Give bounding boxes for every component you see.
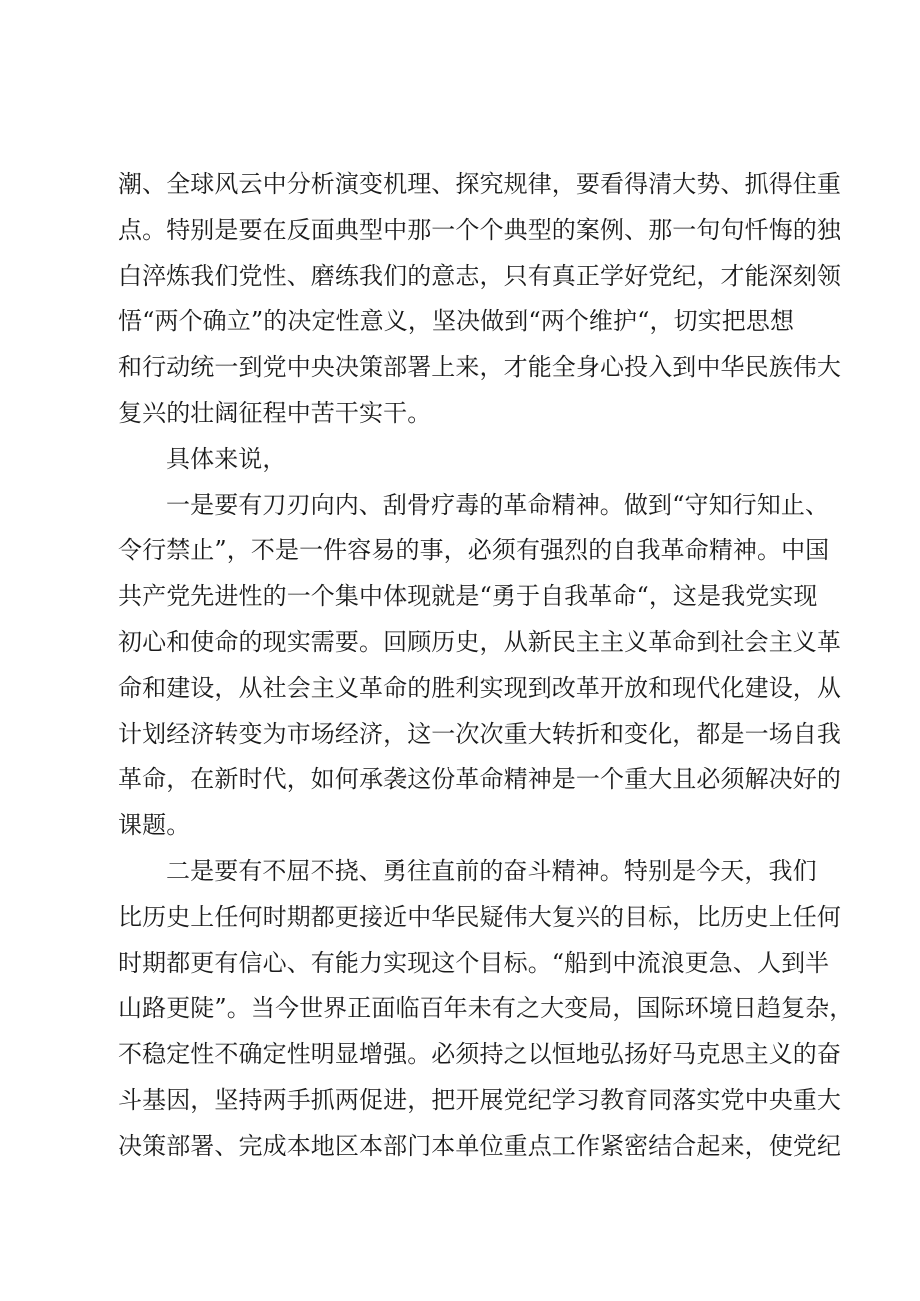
text-line: 二是要有不屈不挠、勇往直前的奋斗精神。特别是今天，我们 <box>166 856 817 885</box>
text-line: 计划经济转变为市场经济，这一次次重大转折和变化，都是一场自我 <box>118 719 841 748</box>
text-line: 初心和使命的现实需要。回顾历史，从新民主主义革命到社会主义革 <box>118 627 841 656</box>
text-line: 令行禁止”，不是一件容易的事，必须有强烈的自我革命精神。中国 <box>118 536 830 565</box>
text-line: 具体来说， <box>166 444 287 473</box>
paragraph-3 <box>118 483 841 849</box>
text-line: 潮、全球风云中分析演变机理、探究规律，要看得清大势、抓得住重 <box>118 170 841 198</box>
text-line: 复兴的壮阔征程中苦干实干。 <box>118 398 432 427</box>
text-line: 山路更陡”。当今世界正面临百年未有之大变局，国际环境日趋复杂， <box>118 994 854 1023</box>
text-line: 白淬炼我们党性、磨练我们的意志，只有真正学好党纪，才能深刻领 <box>118 261 841 290</box>
text-line: 点。特别是要在反面典型中那一个个典型的案例、那一句句忏悔的独 <box>118 215 841 244</box>
paragraph-1 <box>118 162 841 437</box>
text-line: 斗基因，坚持两手抓两促进，把开展党纪学习教育同落实党中央重大 <box>118 1085 841 1114</box>
text-line: 不稳定性不确定性明显增强。必须持之以恒地弘扬好马克思主义的奋 <box>118 1040 841 1069</box>
text-line: 时期都更有信心、有能力实现这个目标。“船到中流浪更急、人到半 <box>118 948 830 977</box>
text-line: 革命，在新时代，如何承袭这份革命精神是一个重大且必须解决好的 <box>118 765 841 794</box>
paragraph-4 <box>118 849 854 1170</box>
text-line: 比历史上任何时期都更接近中华民疑伟大复兴的目标，比历史上任何 <box>118 902 841 931</box>
text-line: 课题。 <box>118 811 191 840</box>
text-line: 决策部署、完成本地区本部门本单位重点工作紧密结合起来，使党纪 <box>118 1131 841 1160</box>
paragraph-2 <box>118 437 804 483</box>
document-body <box>118 162 854 1170</box>
text-line: 命和建设，从社会主义革命的胜利实现到改革开放和现代化建设，从 <box>118 673 841 702</box>
text-line: 和行动统一到党中央决策部署上来，才能全身心投入到中华民族伟大 <box>118 353 841 382</box>
text-line: 一是要有刀刃向内、刮骨疗毒的革命精神。做到“守知行知止、 <box>166 490 830 519</box>
text-line: 共产党先进性的一个集中体现就是“勇于自我革命“，这是我党实现 <box>118 582 818 611</box>
text-line: 悟“两个确立”的决定性意义，坚决做到“两个维护“，切实把思想 <box>118 307 795 336</box>
